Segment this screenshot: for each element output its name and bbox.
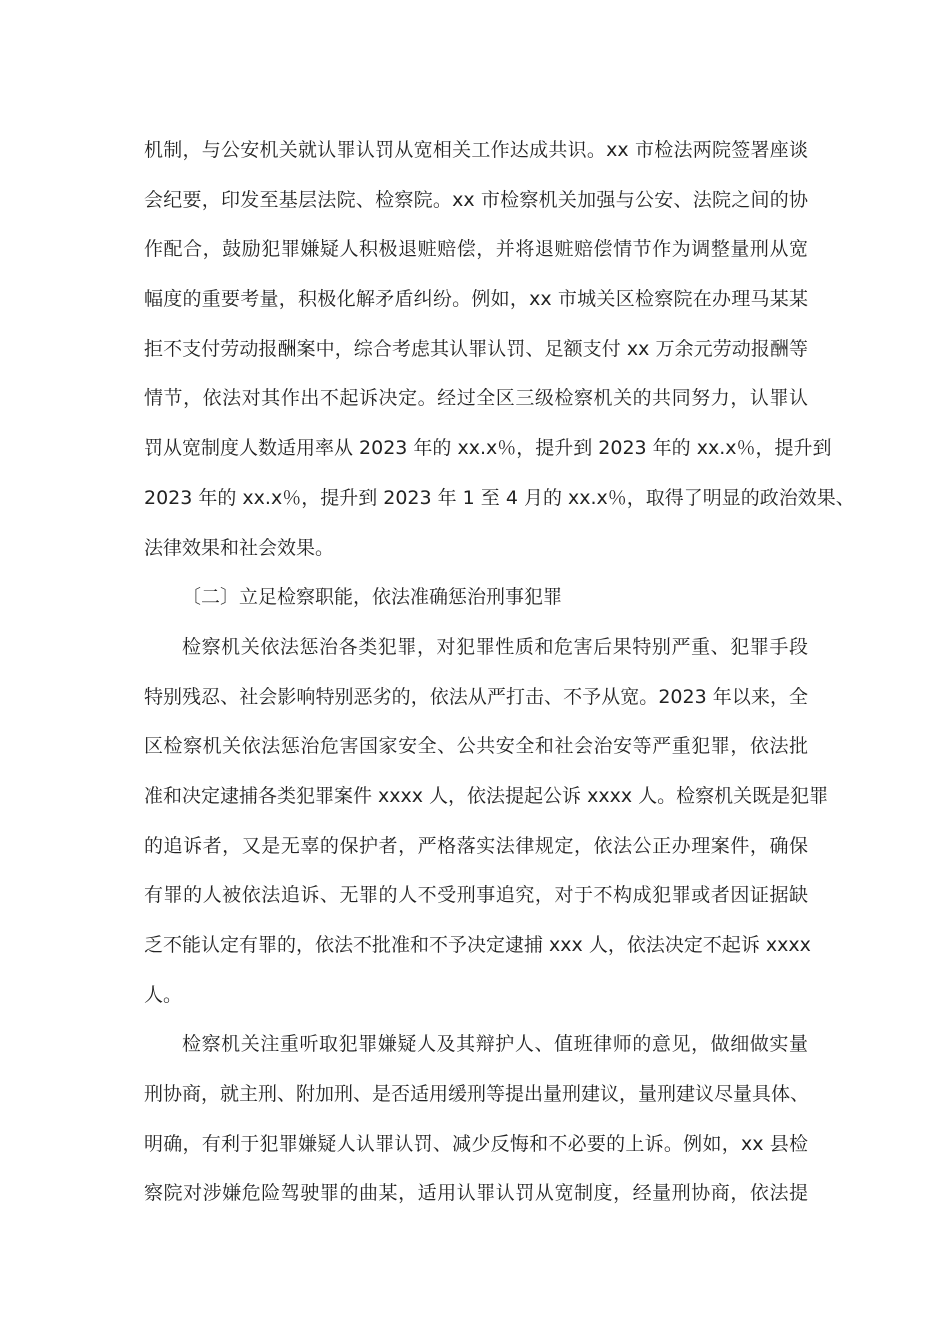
paragraph-line: 的追诉者，又是无辜的保护者，严格落实法律规定，依法公正办理案件，确保 [144, 834, 808, 857]
paragraph-line: 罚从宽制度人数适用率从 2023 年的 xx.x％，提升到 2023 年的 xx.x％，提升到 [144, 437, 832, 460]
document-page [144, 126, 855, 1219]
paragraph-line: 检察机关依法惩治各类犯罪，对犯罪性质和危害后果特别严重、犯罪手段 [182, 635, 808, 658]
paragraph-line: 会纪要，印发至基层法院、检察院。xx 市检察机关加强与公安、法院之间的协 [144, 188, 808, 211]
paragraph-line: 拒不支付劳动报酬案中，综合考虑其认罪认罚、足额支付 xx 万余元劳动报酬等 [144, 337, 808, 360]
paragraph-line: 情节，依法对其作出不起诉决定。经过全区三级检察机关的共同努力，认罪认 [144, 387, 808, 410]
paragraph-line: 明确，有利于犯罪嫌疑人认罪认罚、减少反悔和不必要的上诉。例如，xx 县检 [144, 1132, 808, 1155]
paragraph-line: 机制，与公安机关就认罪认罚从宽相关工作达成共识。xx 市检法两院签署座谈 [144, 139, 808, 161]
paragraph-line: 人。 [144, 983, 183, 1006]
paragraph-line: 刑协商，就主刑、附加刑、是否适用缓刑等提出量刑建议，量刑建议尽量具体、 [144, 1083, 810, 1106]
paragraph-line: 法律效果和社会效果。 [144, 536, 335, 559]
paragraph-line: 区检察机关依法惩治危害国家安全、公共安全和社会治安等严重犯罪，依法批 [144, 735, 808, 758]
paragraph-line: 乏不能认定有罪的，依法不批准和不予决定逮捕 xxx 人，依法决定不起诉 xxxx [144, 934, 811, 956]
paragraph-line: 察院对涉嫌危险驾驶罪的曲某，适用认罪认罚从宽制度，经量刑协商，依法提 [144, 1182, 808, 1205]
paragraph-line: 检察机关注重听取犯罪嫌疑人及其辩护人、值班律师的意见，做细做实量 [182, 1033, 808, 1056]
paragraph-line: 作配合，鼓励犯罪嫌疑人积极退赃赔偿，并将退赃赔偿情节作为调整量刑从宽 [144, 238, 808, 261]
paragraph-line: 幅度的重要考量，积极化解矛盾纠纷。例如，xx 市城关区检察院在办理马某某 [144, 288, 808, 311]
paragraph-line: 有罪的人被依法追诉、无罪的人不受刑事追究，对于不构成犯罪或者因证据缺 [144, 884, 808, 907]
section-heading: 〔二〕立足检察职能，依法准确惩治刑事犯罪 [182, 586, 563, 609]
paragraph-line: 特别残忍、社会影响特别恶劣的，依法从严打击、不予从宽。2023 年以来，全 [144, 685, 808, 708]
paragraph-line: 2023 年的 xx.x％，提升到 2023 年 1 至 4 月的 xx.x％，取得了明显的政治效果、 [144, 486, 855, 509]
paragraph-line: 准和决定逮捕各类犯罪案件 xxxx 人，依法提起公诉 xxxx 人。检察机关既是犯罪 [144, 784, 829, 807]
